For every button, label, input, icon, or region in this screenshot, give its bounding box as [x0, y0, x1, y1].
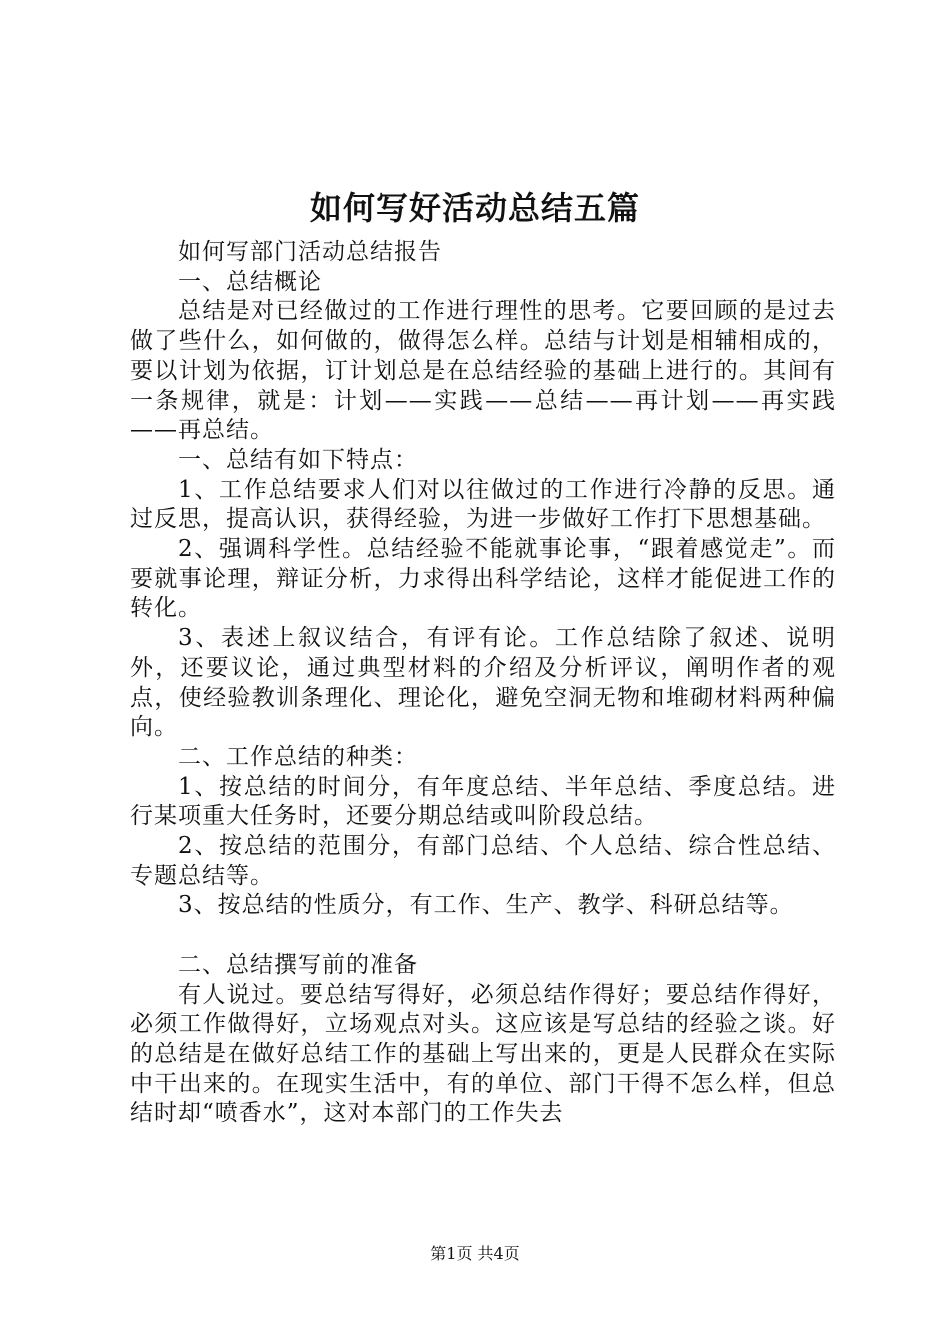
section-heading-overview: 一、总结概论: [178, 268, 322, 295]
report-heading: 如何写部门活动总结报告: [178, 239, 442, 265]
document-title: 如何写好活动总结五篇: [309, 189, 640, 227]
blank-line: [130, 921, 836, 951]
paragraph-feature-3: 3、表述上叙议结合，有评有论。工作总结除了叙述、说明外，还要议论，通过典型材料的介绍及分析评议，阐明作者的观点，使经验教训条理化、理论化，避免空洞无物和堆砌材料两种偏向。: [130, 625, 836, 741]
document-body: [130, 238, 836, 1129]
paragraph-type-1: 1、按总结的时间分，有年度总结、半年总结、季度总结。进行某项重大任务时，还要分期总结或叫阶段总结。: [130, 773, 836, 830]
paragraph-preparation: 有人说过。要总结写得好，必须总结作得好；要总结作得好，必须工作做得好，立场观点对头。这应该是写总结的经验之谈。好的总结是在做好总结工作的基础上写出来的，更是人民群众在实际中干出来的。在现实生活中，有的单位、部门干得不怎么样，但总结时却“喷香水”，这对本部门的工作失去: [130, 981, 836, 1127]
paragraph-overview: 总结是对已经做过的工作进行理性的思考。它要回顾的是过去做了些什么，如何做的，做得怎么样。总结与计划是相辅相成的，要以计划为依据，订计划总是在总结经验的基础上进行的。其间有一条规律，就是：计划——实践——总结——再计划——再实践——再总结。: [130, 298, 836, 444]
section-heading-types: 二、工作总结的种类：: [178, 743, 418, 770]
page-footer: 第1页 共4页: [430, 1244, 520, 1263]
paragraph-feature-2: 2、强调科学性。总结经验不能就事论事，“跟着感觉走”。而要就事论理，辩证分析，力求得出科学结论，这样才能促进工作的转化。: [130, 536, 836, 622]
paragraph-feature-1: 1、工作总结要求人们对以往做过的工作进行冷静的反思。通过反思，提高认识，获得经验，为进一步做好工作打下思想基础。: [130, 476, 836, 533]
paragraph-type-3: 3、按总结的性质分，有工作、生产、教学、科研总结等。: [178, 892, 794, 919]
section-heading-preparation: 二、总结撰写前的准备: [178, 951, 418, 978]
paragraph-type-2: 2、按总结的范围分，有部门总结、个人总结、综合性总结、专题总结等。: [130, 833, 836, 889]
section-heading-features: 一、总结有如下特点：: [178, 446, 418, 473]
